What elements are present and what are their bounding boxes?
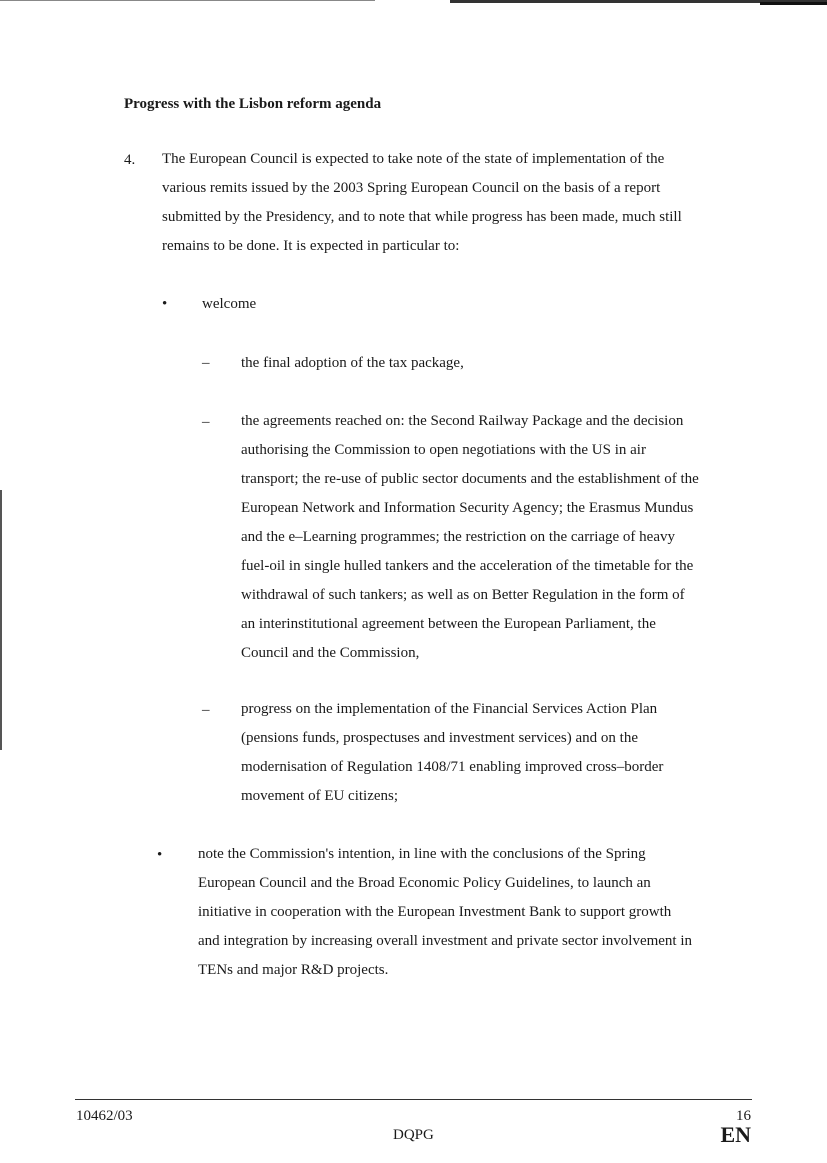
bullet-welcome: welcome [202,296,257,312]
bullet-marker: • [162,296,168,312]
text-line: and integration by increasing overall investment and private sector involvement in [198,933,693,949]
text-line: European Council and the Broad Economic Policy Guidelines, to launch an [198,875,651,891]
footer-rule [75,1099,752,1100]
dash-marker: – [202,414,210,430]
top-scan-line-left [0,0,375,1]
dash-item-financial-services [241,695,761,811]
text-line: authorising the Commission to open negotiations with the US in air [241,442,646,458]
text-line: various remits issued by the 2003 Spring European Council on the basis of a report [162,180,661,196]
footer-doc-number: 10462/03 [76,1108,133,1124]
dash-marker: – [202,702,210,718]
paragraph-4 [162,145,762,261]
text-line: Council and the Commission, [241,645,420,661]
top-scan-line-edge [760,2,827,5]
text-line: the final adoption of the tax package, [241,355,464,371]
text-line: an interinstitutional agreement between the European Parliament, the [241,616,656,632]
footer-page-number: 16 [736,1108,751,1124]
bullet-commission-intention [198,840,758,985]
text-line: The European Council is expected to take note of the state of implementation of the [162,151,665,167]
text-line: progress on the implementation of the Financial Services Action Plan [241,701,658,717]
footer-unit: DQPG [393,1127,434,1143]
text-line: modernisation of Regulation 1408/71 enabling improved cross–border [241,759,664,775]
text-line: submitted by the Presidency, and to note that while progress has been made, much still [162,209,682,225]
text-line: the agreements reached on: the Second Railway Package and the decision [241,413,684,429]
dash-item-agreements [241,407,761,668]
bullet-marker: • [157,847,163,863]
text-line: transport; the re-use of public sector documents and the establishment of the [241,471,699,487]
text-line: and the e–Learning programmes; the restriction on the carriage of heavy [241,529,675,545]
dash-marker: – [202,355,210,371]
dash-item-tax-package [241,349,464,378]
text-line: European Network and Information Security Agency; the Erasmus Mundus [241,500,694,516]
text-line: (pensions funds, prospectuses and investment services) and on the [241,730,638,746]
text-line: remains to be done. It is expected in particular to: [162,238,460,254]
paragraph-number: 4. [124,152,136,168]
text-line: withdrawal of such tankers; as well as on Better Regulation in the form of [241,587,685,603]
left-scan-edge [0,490,2,750]
section-heading: Progress with the Lisbon reform agenda [124,96,382,112]
text-line: TENs and major R&D projects. [198,962,389,978]
text-line: note the Commission's intention, in line with the conclusions of the Spring [198,846,646,862]
text-line: fuel-oil in single hulled tankers and the acceleration of the timetable for the [241,558,694,574]
text-line: movement of EU citizens; [241,788,399,804]
text-line: initiative in cooperation with the European Investment Bank to support growth [198,904,672,920]
footer-language: EN [720,1122,751,1147]
